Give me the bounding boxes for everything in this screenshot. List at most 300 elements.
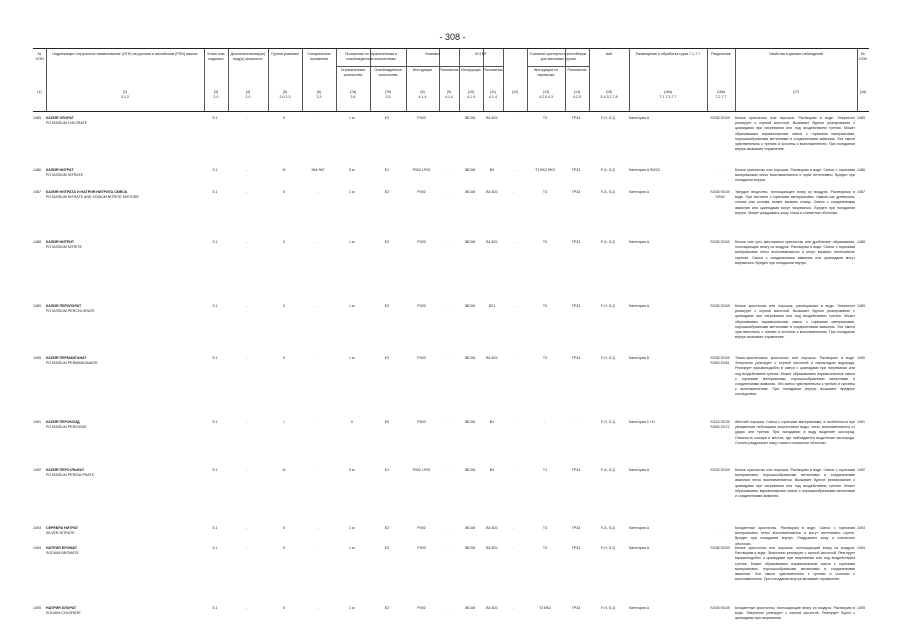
cell-pi: P002 <box>417 190 426 194</box>
header-col-3-ref: 2.0 <box>213 95 219 99</box>
cell-pg: II <box>283 116 285 120</box>
cell-ibcp: B4 B21 <box>486 526 498 530</box>
cell-cls: 5.1 <box>212 356 218 360</box>
cell-ibcp: B4 B21 <box>486 356 498 360</box>
cell-t12: - <box>513 240 515 244</box>
cell-un: 1488 <box>33 240 41 244</box>
cell-seg: - <box>719 526 721 530</box>
cell-name <box>46 356 202 366</box>
cell-ems: F-H, S-Q <box>600 116 616 120</box>
cell-pi: P002 <box>417 356 426 360</box>
cell-lq: 1 кг <box>349 240 355 244</box>
cell-pg: II <box>283 240 285 244</box>
cell-un2: 1487 <box>857 190 865 194</box>
header-divider <box>204 49 205 111</box>
shipping-name-ru: КАЛИЯ ПЕРСУЛЬФАТ <box>46 468 85 472</box>
header-col-4-ref: 2.0 <box>245 95 251 99</box>
shipping-name-en: POTASSIUM NITRATE <box>46 173 84 178</box>
cell-eq: E2 <box>384 356 390 360</box>
cell-name <box>46 240 202 250</box>
cell-tp: TP33 <box>571 304 581 308</box>
cell-ibcp: B4 B21 <box>486 190 498 194</box>
cell-pg: II <box>283 304 285 308</box>
header-col-14-ref: 4.2.5 4.3 <box>539 95 553 99</box>
cell-ibc: IBC08 <box>465 190 475 194</box>
cell-seg: SG38 SG49 <box>710 240 730 244</box>
cell-desc: Белые или чуть желтоватые кристаллы или дробленые образования, поглощающие влагу из воздуха. Растворим в воде. Смеси с горючими материалами легко воспламеняются и могут вызвать интенсивное горение. Смеси с соединениями аммония или цианидами могут взорваться. Вреден при попадании внутрь. <box>735 240 855 265</box>
cell-sub: - <box>246 168 248 172</box>
header-col-14-num: (13) <box>542 90 550 94</box>
cell-un: 1485 <box>33 116 41 120</box>
cell-stow: Категория A <box>629 606 650 610</box>
cell-ems: F-A, S-Q <box>600 526 616 530</box>
shipping-name-en: POTASSIUM PERSULPHATE <box>46 473 94 478</box>
cell-pp: - <box>447 304 449 308</box>
cell-name <box>46 304 202 314</box>
header-col-6-ref: 3.3 <box>316 95 322 99</box>
cell-cls: 5.1 <box>212 526 218 530</box>
cell-un: 1493 <box>33 526 41 530</box>
header-divider <box>228 49 229 111</box>
header-group-tanks: Съемные цистерны и контейнеры для массовых грузов <box>529 52 587 61</box>
cell-seg: SG38 SG49 SG60 SG61 <box>710 356 730 366</box>
cell-un2: 1488 <box>857 240 865 244</box>
cell-tank: - <box>544 420 546 424</box>
cell-pg: I <box>283 420 285 424</box>
cell-pg: III <box>282 468 286 472</box>
cell-sub: - <box>246 606 248 610</box>
cell-pp: - <box>447 526 449 530</box>
cell-desc: Белые кристаллы или порошок. Растворим в воде. Смеси с горючими материалами легко воспламеняются и горят интенсивно. Вреден при попадании внутрь. <box>735 168 855 183</box>
cell-lq: 1 кг <box>349 304 355 308</box>
cell-pi: P503 <box>417 420 426 424</box>
cell-ibc: IBC06 <box>465 304 475 308</box>
cell-ibc: IBC06 <box>465 420 475 424</box>
cell-ibcp: B4 B21 <box>486 546 498 550</box>
cell-un2: 1490 <box>857 356 865 360</box>
header-col-12-ref: 4.1.4 <box>489 95 497 99</box>
cell-desc: Темно-фиолетовые кристаллы или порошок. Растворим в воде. Энергично реагирует с серной кислотой и пероксидом водорода. Реагирует взрывоподобно в смеси с цианидами при нагревании или под воздействием трения. Может образовывать взрывоопасные смеси с горючими материалами, порошкообразными металлами и соединениями аммония. Эти смеси чувствительны к трению и склонны к воспламенению. При попадании внутрь вызывает вредные последствия. <box>735 356 855 397</box>
cell-cls: 5.1 <box>212 168 218 172</box>
header-col-18-ref: 7.2-7.7 <box>715 95 727 99</box>
cell-desc: Твердое вещество, поглощающее влагу из воздуха. Растворимо в воде. При контакте с горючими материалами, такими как древесина, хлопок или солома, может вызвать пожар. Смеси с соединениями аммония или цианидами могут взорваться. Вреден при попадании внутрь. Может раздражать кожу, глаза и слизистые оболочки. <box>735 190 855 215</box>
header-col-4-label: Дополнительная(ые) вид(ы) опасности <box>230 52 266 61</box>
cell-sub: - <box>246 304 248 308</box>
shipping-name-ru: НАТРИЯ ХЛОРАТ <box>46 606 77 610</box>
cell-un2: 1491 <box>857 420 865 424</box>
header-col-7-num: (7a) <box>349 90 357 94</box>
header-col-2-ref: 3.1.2 <box>121 95 129 99</box>
cell-ems: F-H, S-Q <box>600 606 616 610</box>
header-col-8-num: (7b) <box>384 90 392 94</box>
cell-seg: SG38 SG49 <box>710 606 730 610</box>
cell-t12: - <box>513 356 515 360</box>
header-col-9-label: Инструкции <box>412 68 433 72</box>
header-group-packaging: Упаковка <box>424 52 441 56</box>
shipping-name-ru: НАТРИЯ БРОМАТ <box>46 546 78 550</box>
cell-cls: 5.1 <box>212 240 218 244</box>
header-col-11-num: (10) <box>467 90 475 94</box>
cell-ems: F-A, S-Q <box>600 190 616 194</box>
cell-name <box>46 606 202 616</box>
cell-ibcp: B3 <box>489 168 495 172</box>
header-col-10-label: Положения <box>439 68 459 72</box>
cell-name <box>46 468 202 478</box>
header-col-5-label: Группа упаковки <box>271 52 299 56</box>
header-col-6-num: (6) <box>316 90 322 94</box>
cell-tp: TP33 <box>571 240 581 244</box>
shipping-name-ru: КАЛИЯ ПЕРОКСИД <box>46 420 80 424</box>
header-group-limited: Положения по ограниченным и освобожденным количествам <box>344 52 398 61</box>
header-col-12-label: Положения <box>483 68 503 72</box>
cell-un2: 1485 <box>857 116 865 120</box>
cell-ems: F-G, S-Q <box>600 420 616 424</box>
header-col-17-label: Размещение и обработка груза 7.1-7.7 <box>635 52 701 56</box>
header-divider <box>483 49 484 111</box>
cell-name <box>46 168 202 178</box>
cell-t12: - <box>513 468 515 472</box>
header-col-17-num: (16a) <box>663 90 673 94</box>
cell-name <box>46 546 202 556</box>
cell-un2: 1492 <box>857 468 865 472</box>
cell-un2: 1495 <box>857 606 865 610</box>
cell-eq: E2 <box>384 304 390 308</box>
cell-ibc: IBC08 <box>465 606 475 610</box>
header-col-1-label: № ООН <box>35 52 44 61</box>
cell-pi: P002 LP02 <box>412 168 431 172</box>
cell-ibcp: B1 <box>489 420 495 424</box>
cell-cls: 5.1 <box>212 116 218 120</box>
header-col-11-label: Инструкции <box>461 68 481 72</box>
cell-stow: Категория A <box>629 304 650 308</box>
header-divider <box>302 49 303 111</box>
cell-seg: SG38 SG49 <box>710 116 730 120</box>
cell-ibcp: B4 B21 <box>486 240 498 244</box>
cell-cls: 5.1 <box>212 420 218 424</box>
header-divider <box>46 49 47 111</box>
header-col-15-ref: 4.2.5 <box>573 95 581 99</box>
header-divider <box>857 49 858 111</box>
cell-ems: F-H, S-Q <box>600 546 616 550</box>
cell-cls: 5.1 <box>212 468 218 472</box>
cell-name <box>46 116 202 126</box>
cell-lq: 1 кг <box>349 526 355 530</box>
cell-stow: Категория A SW23 <box>629 168 660 172</box>
cell-pp: - <box>447 468 449 472</box>
cell-seg: SG38 SG49 <box>710 304 730 308</box>
cell-ems: F-A, S-Q <box>600 468 616 472</box>
header-col-7-ref: 3.4 <box>350 95 356 99</box>
header-group-rule <box>406 66 459 67</box>
header-col-13-num: (12) <box>511 90 519 94</box>
cell-sub: - <box>246 546 248 550</box>
header-col-18-label: Разделение <box>711 52 731 56</box>
cell-eq: E2 <box>384 606 390 610</box>
header-col-18-num: (16b) <box>716 90 726 94</box>
cell-t12: - <box>513 190 515 194</box>
cell-ibcp: B4 B21 <box>486 116 498 120</box>
cell-sp: - <box>317 546 319 550</box>
cell-lq: 1 кг <box>349 546 355 550</box>
cell-sub: - <box>246 116 248 120</box>
header-col-8-label: Освобожденные количества <box>374 68 402 77</box>
cell-ibc: IBC08 <box>465 168 475 172</box>
cell-t12: - <box>513 304 515 308</box>
cell-pi: P002 <box>417 606 426 610</box>
cell-lq: 5 кг <box>349 168 355 172</box>
cell-lq: 5 кг <box>349 468 355 472</box>
cell-t12: - <box>513 116 515 120</box>
cell-desc: Бесцветные кристаллы. Растворим в воде. Смеси с горючими материалами легко воспламеняются и могут интенсивно гореть. Вреден при попадании внутрь. Раздражает кожу и слизистые оболочки. <box>735 526 855 546</box>
cell-tank: T3 <box>542 240 548 244</box>
cell-pg: II <box>283 356 285 360</box>
header-col-9-num: (8) <box>420 90 425 94</box>
header-col-19-num: (17) <box>792 90 800 94</box>
cell-tank: T3 <box>542 116 548 120</box>
cell-sub: - <box>246 240 248 244</box>
cell-seg: SG38 SG49 <box>710 546 730 550</box>
cell-ems: F-H, S-Q <box>600 304 616 308</box>
header-col-20-num: (18) <box>859 90 867 94</box>
cell-ibc: IBC08 <box>465 546 475 550</box>
cell-seg: - <box>719 168 721 172</box>
cell-t12: - <box>513 546 515 550</box>
cell-cls: 5.1 <box>212 546 218 550</box>
cell-pg: II <box>283 546 285 550</box>
cell-tp: TP33 <box>571 546 581 550</box>
cell-sp: - <box>317 304 319 308</box>
header-col-11-ref: 4.1.4 <box>467 95 475 99</box>
header-col-3-label: Класс или подкласс <box>207 52 225 61</box>
header-col-6-label: Специальные положения <box>307 52 331 61</box>
header-col-5-ref: 2.0.1.3 <box>279 95 291 99</box>
cell-pp: - <box>447 420 449 424</box>
cell-tank: T3 <box>542 190 548 194</box>
cell-sub: - <box>246 420 248 424</box>
cell-tp: TP33 <box>571 468 581 472</box>
cell-pi: P002 <box>417 304 426 308</box>
header-col-8-ref: 3.5 <box>385 95 391 99</box>
cell-tank: T3 BK2 <box>539 606 551 610</box>
header-group-rule <box>336 66 406 67</box>
shipping-name-ru: КАЛИЯ НИТРАТ <box>46 168 74 172</box>
cell-sp: 964 967 <box>311 168 325 172</box>
cell-sp: - <box>317 468 319 472</box>
header-divider <box>439 49 440 111</box>
cell-seg: SG38 SG49 SG62 <box>710 190 730 200</box>
cell-ems: F-H, S-Q <box>600 356 616 360</box>
cell-un2: 1489 <box>857 304 865 308</box>
header-divider <box>735 49 736 111</box>
cell-un: 1495 <box>33 606 41 610</box>
header-col-5-num: (5) <box>282 90 288 94</box>
cell-ibcp: B3 <box>489 468 495 472</box>
cell-pp: - <box>447 606 449 610</box>
header-col-3-num: (3) <box>213 90 219 94</box>
cell-pp: - <box>447 546 449 550</box>
cell-un2: 1494 <box>857 546 865 550</box>
cell-sp: - <box>317 240 319 244</box>
cell-pi: P002 LP02 <box>412 468 431 472</box>
cell-eq: E0 <box>384 420 390 424</box>
cell-un: 1494 <box>33 546 41 550</box>
cell-eq: E1 <box>384 468 390 472</box>
cell-lq: 1 кг <box>349 606 355 610</box>
cell-sp: - <box>317 420 319 424</box>
shipping-name-ru: КАЛИЯ ПЕРХЛОРАТ <box>46 304 82 308</box>
header-col-16-ref: 5.4.3.2 7.8 <box>600 95 618 99</box>
header-col-10-num: (9) <box>446 90 452 94</box>
cell-tp: - <box>575 420 577 424</box>
cell-sp: - <box>317 526 319 530</box>
shipping-name-en: POTASSIUM CHLORATE <box>46 121 88 126</box>
shipping-name-en: SODIUM CHLORATE <box>46 611 81 616</box>
cell-ibc: IBC08 <box>465 116 475 120</box>
table-body <box>33 112 869 632</box>
shipping-name-en: POTASSIUM PEROXIDE <box>46 425 87 430</box>
cell-stow: Категория A <box>629 526 650 530</box>
cell-desc: Белые кристаллы или порошок. Растворим в воде. Смеси с горючими материалами, порошкообразными металлами и соединениями аммония легко воспламеняются. Вызывает бурное реагирование с цианидами при нагревании или под воздействием трения. Может образовывать взрывоопасные смеси с порошкообразными металлами и соединениями аммония. <box>735 468 855 499</box>
header-divider <box>707 49 708 111</box>
header-col-1-num: (1) <box>37 90 42 94</box>
header-col-7-label: Ограниченные количества <box>340 68 366 77</box>
cell-ibc: IBC08 <box>465 240 475 244</box>
cell-eq: E2 <box>384 240 390 244</box>
cell-tank: T1 <box>542 468 548 472</box>
cell-eq: E2 <box>384 190 390 194</box>
header-group-rule <box>527 66 589 67</box>
cell-t12: - <box>513 606 515 610</box>
cell-eq: E2 <box>384 116 390 120</box>
cell-ibc: IBC08 <box>465 468 475 472</box>
shipping-name-en: POTASSIUM NITRITE <box>46 245 82 250</box>
cell-pp: - <box>447 190 449 194</box>
cell-t12: - <box>513 526 515 530</box>
cell-lq: 1 кг <box>349 116 355 120</box>
header-col-4-num: (4) <box>245 90 251 94</box>
cell-pi: P002 <box>417 116 426 120</box>
cell-pi: P002 <box>417 546 426 550</box>
header-divider <box>459 49 460 111</box>
header-col-16-num: (15) <box>605 90 613 94</box>
header-col-15-num: (14) <box>573 90 581 94</box>
cell-stow: Категория C H1 <box>629 420 655 424</box>
shipping-name-en: POTASSIUM PERCHLORATE <box>46 309 95 314</box>
header-col-19-label: Свойства и данные наблюдений <box>768 52 824 56</box>
cell-desc: Желтый порошок. Смеси с горючими материалами, в особенности при увлажнении небольшим количеством воды, легко воспламеняются от удара или трения. При попадании в воду выделяет кислород. Опасность пожара в местах, где наблюдается выделение кислорода. Сильно раздражает кожу, глаза и слизистые оболочки. <box>735 420 855 445</box>
cell-lq: 1 кг <box>349 356 355 360</box>
cell-sub: - <box>246 526 248 530</box>
shipping-name-en: SILVER NITRATE <box>46 531 75 536</box>
cell-pg: II <box>283 606 285 610</box>
header-col-9-ref: 4.1.4 <box>418 95 427 99</box>
cell-un: 1491 <box>33 420 41 424</box>
cell-desc: Бесцветные кристаллы, поглощающие влагу из воздуха. Растворим в воде. Энергично реагирует с серной кислотой. Реагирует бурно с цианидами при нагревании. <box>735 606 855 621</box>
cell-t12: - <box>513 420 515 424</box>
cell-tank: T3 <box>542 304 548 308</box>
cell-un: 1492 <box>33 468 41 472</box>
header-group-ibc: КСГМГ <box>475 52 487 56</box>
cell-stow: Категория D <box>629 356 650 360</box>
cell-cls: 5.1 <box>212 606 218 610</box>
cell-un: 1487 <box>33 190 41 194</box>
cell-seg: SG16 SG35 SG59 SG72 <box>710 420 730 430</box>
cell-name <box>46 190 202 200</box>
cell-pi: P002 <box>417 526 426 530</box>
page-number: - 308 - <box>439 32 466 42</box>
cell-un: 1486 <box>33 168 41 172</box>
cell-tp: TP33 <box>571 190 581 194</box>
header-group-rule <box>459 66 503 67</box>
cell-un: 1489 <box>33 304 41 308</box>
header-col-15-label: Положения <box>567 68 587 72</box>
cell-sub: - <box>246 468 248 472</box>
cell-eq: E1 <box>384 168 390 172</box>
shipping-name-ru: СЕРЕБРА НИТРАТ <box>46 526 79 530</box>
cell-un: 1490 <box>33 356 41 360</box>
cell-seg: SG39 SG49 <box>710 468 730 472</box>
cell-ems: F-A, S-Q <box>600 240 616 244</box>
cell-stow: Категория A <box>629 240 650 244</box>
cell-stow: Категория A <box>629 468 650 472</box>
header-col-20-label: № ООН <box>858 52 868 61</box>
cell-sp: - <box>317 356 319 360</box>
header-col-2-label: Надлежащее отгрузочное наименование (НТН) на русском и английском (PSN) языках <box>52 52 198 56</box>
cell-sub: - <box>246 356 248 360</box>
cell-lq: 1 кг <box>349 190 355 194</box>
cell-name <box>46 526 202 536</box>
cell-tp: TP33 <box>571 606 581 610</box>
cell-desc: Белые кристаллы или порошок, растворимые в воде. Энергично реагирует с серной кислотой. Вызывает бурное реагирование с цианидами при нагревании или под воздействием трения. Может образовывать взрывоопасные смеси с горючими материалами, порошкообразными металлами и соединениями аммония. Эти смеси чувствительны к трению и склонны к воспламенению. При попадании внутрь вызывает отравление. <box>735 304 855 340</box>
cell-pp: - <box>447 168 449 172</box>
cell-stow: Категория A <box>629 116 650 120</box>
cell-eq: E2 <box>384 526 390 530</box>
cell-cls: 5.1 <box>212 304 218 308</box>
cell-sp: - <box>317 116 319 120</box>
cell-tp: TP33 <box>571 356 581 360</box>
cell-stow: Категория A <box>629 190 650 194</box>
cell-tank: T3 <box>542 526 548 530</box>
cell-ibc: IBC08 <box>465 526 475 530</box>
cell-pp: - <box>447 356 449 360</box>
cell-tp: TP33 <box>571 116 581 120</box>
cell-sp: - <box>317 606 319 610</box>
cell-tank: T1 BK2 BK3 <box>535 168 555 172</box>
cell-ibc: IBC08 <box>465 356 475 360</box>
cell-pp: - <box>447 240 449 244</box>
shipping-name-en: SODIUM BROMATE <box>46 551 79 556</box>
cell-pi: P002 <box>417 240 426 244</box>
cell-sp: - <box>317 190 319 194</box>
cell-un2: 1486 <box>857 168 865 172</box>
header-divider <box>629 49 630 111</box>
header-col-2-num: (2) <box>122 90 128 94</box>
shipping-name-ru: КАЛИЯ ПЕРМАНГАНАТ <box>46 356 87 360</box>
cell-desc: Белые кристаллы или порошок. Растворим в воде. Энергично реагирует с серной кислотой. Вызывает бурное реагирование с цианидами при нагревании или под воздействием трения. Может образовывать взрывоопасные смеси с горючими материалами, порошкообразными металлами и соединениями аммония. Эти смеси чувствительны к трению и склонны к воспламенению. При попадании внутрь вызывает отравление. <box>735 116 855 152</box>
header-divider <box>268 49 269 111</box>
table-header <box>33 48 869 112</box>
header-col-17-ref: 7.1 7.3-7.7 <box>659 95 677 99</box>
header-col-14-label: Инструкции по перевозке <box>533 68 559 77</box>
cell-pg: II <box>283 526 285 530</box>
cell-ems: F-A, S-Q <box>600 168 616 172</box>
cell-pg: II <box>283 190 285 194</box>
header-col-10-ref: 4.1.4 <box>445 95 453 99</box>
cell-eq: E2 <box>384 546 390 550</box>
cell-stow: Категория A <box>629 546 650 550</box>
shipping-name-ru: КАЛИЯ НИТРАТА И НАТРИЯ НИТРИТА СМЕСЬ <box>46 190 128 194</box>
cell-t12: - <box>513 168 515 172</box>
